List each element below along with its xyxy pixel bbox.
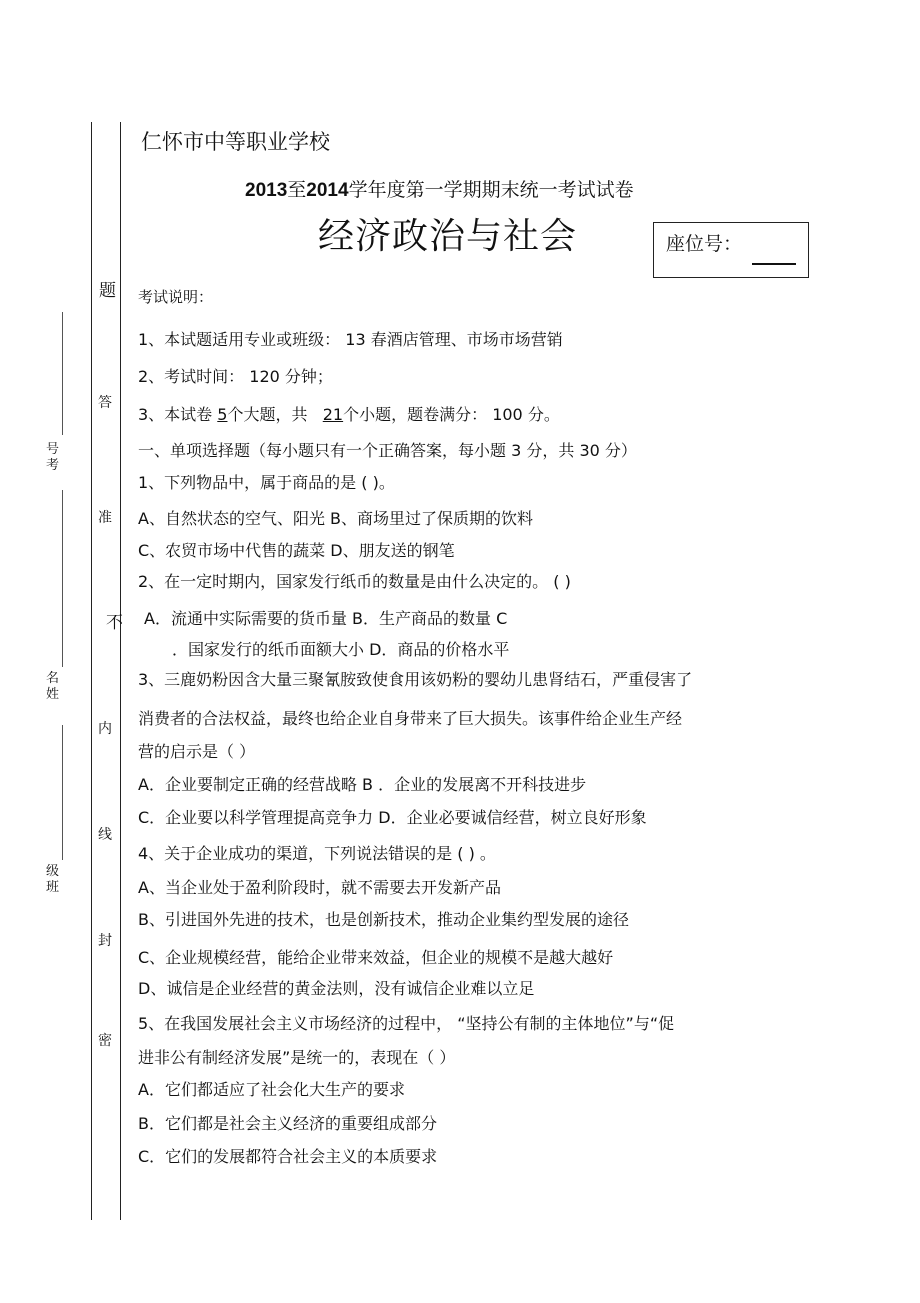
exam-number-label: 号 考: [46, 442, 60, 473]
seat-number-label: 座位号：: [666, 233, 743, 255]
seal-char-feng: 封: [98, 933, 112, 949]
question-stem: 3、三鹿奶粉因含大量三聚氰胺致使食用该奶粉的婴幼儿患肾结石，严重侵害了: [138, 670, 693, 689]
question-stem-cont: 消费者的合法权益，最终也给企业自身带来了巨大损失。该事件给企业生产经: [138, 709, 683, 728]
exam-header: [245, 175, 634, 202]
instruction-3: [138, 402, 560, 425]
seal-char-ti: 题: [99, 281, 116, 301]
option-line: D、诚信是企业经营的黄金法则，没有诚信企业难以立足: [138, 979, 535, 998]
section-1-heading: 一、单项选择题（每小题只有一个正确答案，每小题 3 分，共 30 分）: [138, 441, 637, 460]
header-to: 至: [287, 179, 307, 201]
option-line: B．它们都是社会主义经济的重要组成部分: [138, 1114, 437, 1133]
seat-number-blank[interactable]: [752, 263, 796, 265]
question-stem: 4、关于企业成功的渠道，下列说法错误的是 ( ) 。: [138, 844, 496, 863]
exam-number-line: [62, 312, 63, 435]
option-line: A、当企业处于盈利阶段时，就不需要去开发新产品: [138, 878, 501, 897]
seal-char-nei: 内: [98, 721, 112, 737]
seal-char-zhun: 准: [98, 510, 112, 526]
major-question-count: 5: [217, 405, 228, 424]
instruction-1: 1、本试题适用专业或班级： 13 春酒店管理、市场市场营销: [138, 330, 563, 349]
option-line: A．它们都适应了社会化大生产的要求: [138, 1080, 405, 1099]
question-stem: 1、下列物品中，属于商品的是 ( )。: [138, 473, 395, 492]
instructions-heading: 考试说明：: [138, 288, 214, 306]
option-line: A、自然状态的空气、阳光 B、商场里过了保质期的饮料: [138, 509, 534, 528]
option-line: A．流通中实际需要的货币量 B．生产商品的数量 C: [144, 609, 508, 628]
instruction-3-suffix: 个小题，题卷满分： 100 分。: [343, 405, 560, 424]
seal-char-bu: 不: [106, 613, 123, 633]
instruction-3-prefix: 3、本试卷: [138, 405, 213, 424]
option-line: C、企业规模经营，能给企业带来效益，但企业的规模不是越大越好: [138, 948, 614, 967]
year-start: 2013: [245, 180, 288, 201]
seal-char-xian: 线: [98, 827, 112, 843]
option-line: C．它们的发展都符合社会主义的本质要求: [138, 1147, 438, 1166]
option-line: B、引进国外先进的技术，也是创新技术，推动企业集约型发展的途径: [138, 910, 629, 929]
question-stem-cont: 进非公有制经济发展”是统一的，表现在（ ）: [138, 1048, 456, 1067]
seal-char-mi: 密: [98, 1033, 112, 1049]
instruction-3-mid: 个大题，共: [227, 405, 308, 424]
school-name: 仁怀市中等职业学校: [141, 130, 330, 154]
option-line: ．国家发行的纸币面额大小 D．商品的价格水平: [172, 640, 510, 659]
binding-line-inner: [120, 122, 121, 1220]
option-line: A．企业要制定正确的经营战略 B ．企业的发展离不开科技进步: [138, 775, 587, 794]
question-stem: 2、在一定时期内，国家发行纸币的数量是由什么决定的。 ( ): [138, 572, 571, 591]
seat-number-box: [653, 222, 809, 278]
question-stem: 5、在我国发展社会主义市场经济的过程中， “坚持公有制的主体地位”与“促: [138, 1014, 675, 1033]
option-line: C．企业要以科学管理提高竞争力 D．企业必要诚信经营，树立良好形象: [138, 808, 647, 827]
header-rest: 学年度第一学期期末统一考试试卷: [348, 179, 634, 201]
exam-title: 经济政治与社会: [318, 216, 578, 257]
name-line: [62, 490, 63, 667]
class-label: 级 班: [46, 864, 60, 895]
question-stem-cont: 营的启示是（ ）: [138, 742, 256, 761]
option-line: C、农贸市场中代售的蔬菜 D、朋友送的钢笔: [138, 541, 455, 560]
minor-question-count: 21: [322, 405, 344, 424]
year-end: 2014: [306, 180, 349, 201]
instruction-2: 2、考试时间： 120 分钟；: [138, 367, 333, 386]
name-label: 名 姓: [46, 671, 60, 702]
seal-char-da: 答: [98, 395, 112, 411]
binding-line-outer: [91, 122, 92, 1220]
class-line: [62, 725, 63, 860]
